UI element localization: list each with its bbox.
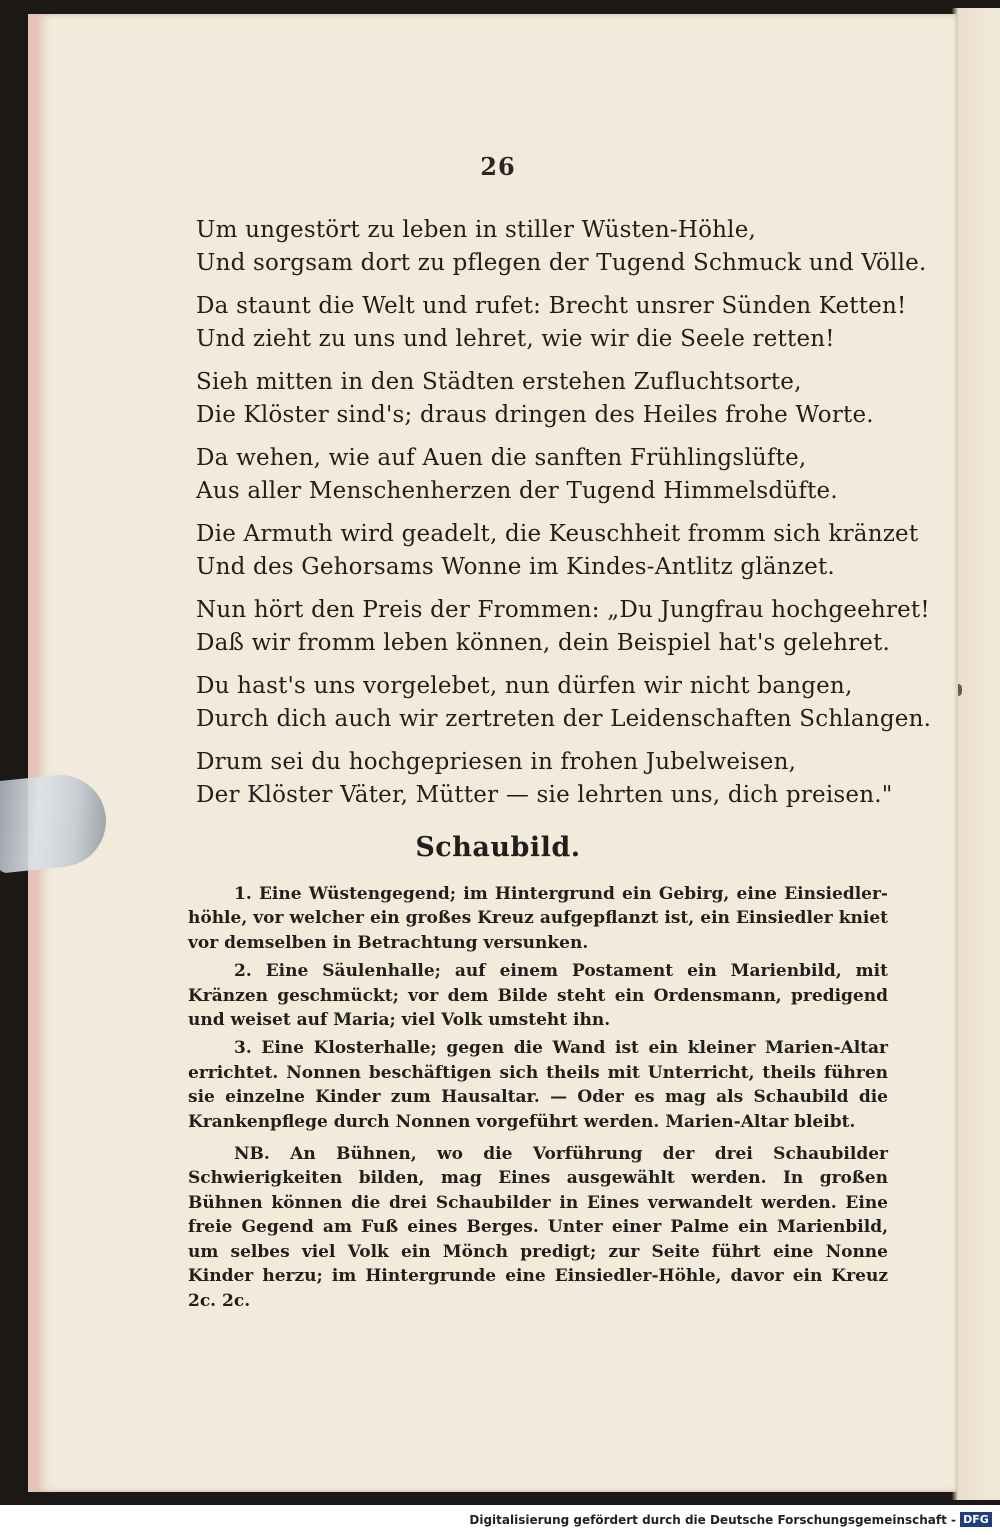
stanza — [196, 442, 896, 508]
book-page — [28, 14, 958, 1492]
stanza — [196, 290, 907, 356]
verse-line: Und des Gehorsams Wonne im Kindes-Antlitz glänzet. — [196, 554, 835, 580]
stage-directions — [188, 882, 888, 1317]
verse-line: Und zieht zu uns und lehret, wie wir die Seele retten! — [196, 326, 835, 352]
stanza — [196, 214, 927, 280]
verse-line: Der Klöster Väter, Mütter — sie lehrten uns, dich preisen." — [196, 782, 893, 808]
dfg-logo-icon: DFG — [960, 1512, 992, 1527]
stanza — [196, 594, 930, 660]
verse-line: Und sorgsam dort zu pflegen der Tugend Schmuck und Völle. — [196, 250, 927, 276]
verse-line: Die Armuth wird geadelt, die Keuschheit fromm sich kränzet — [196, 521, 919, 547]
verse-line: Sieh mitten in den Städten erstehen Zufluchtsorte, — [196, 369, 802, 395]
verse-line: Du hast's uns vorgelebet, nun dürfen wir nicht bangen, — [196, 673, 853, 699]
stanza — [196, 518, 919, 584]
verse-line: Aus aller Menschenherzen der Tugend Himmelsdüfte. — [196, 478, 838, 504]
stanza — [196, 366, 896, 432]
verse-line: Daß wir fromm leben können, dein Beispiel hat's gelehret. — [196, 630, 891, 656]
verse-line: Durch dich auch wir zertreten der Leidenschaften Schlangen. — [196, 706, 932, 732]
verse-line: Die Klöster sind's; draus dringen des Heiles frohe Worte. — [196, 402, 874, 428]
nb-note: NB. An Bühnen, wo die Vorführung der drei Schaubilder Schwierigkeiten bilden, mag Eines ausgewählt werden. In großen Bühnen können die drei Schaubilder in Eines verwandelt werden. Eine freie Gegend am Fuß eines Berges. Unter einer Palme ein Marienbild, um selbes viel Volk ein Mönch predigt; zur Seite führt eine Nonne Kinder herzu; im Hintergrunde eine Einsiedler-Höhle, davor ein Kreuz 2c. 2c. — [188, 1144, 888, 1311]
verse-line: Nun hört den Preis der Frommen: „Du Jungfrau hochgeehret! — [196, 597, 930, 623]
verse-line: Um ungestört zu leben in stiller Wüsten-Höhle, — [196, 217, 757, 243]
page-number: 26 — [480, 152, 516, 181]
scene-paragraph: 2. Eine Säulenhalle; auf einem Postament ein Marienbild, mit Kränzen geschmückt; vor dem Bilde steht ein Ordensmann, predigend und weiset auf Maria; viel Volk umsteht ihn. — [188, 961, 888, 1031]
poem — [196, 214, 932, 822]
scene-paragraph: 3. Eine Klosterhalle; gegen die Wand ist ein kleiner Marien-Altar errichtet. Nonnen beschäftigen sich theils mit Unterricht, theils führen sie einzelne Kinder zum Hausaltar. — Oder es mag als Schaubild die Krankenpflege durch Nonnen vorgeführt werden. Marien-Altar bleibt. — [188, 1038, 888, 1132]
verse-line: Da staunt die Welt und rufet: Brecht unsrer Sünden Ketten! — [196, 293, 907, 319]
footer-credit: Digitalisierung gefördert durch die Deutsche Forschungsgemeinschaft - — [469, 1513, 956, 1527]
facing-page-edge — [952, 8, 1000, 1500]
section-heading: Schaubild. — [415, 832, 581, 863]
verse-line: Drum sei du hochgepriesen in frohen Jubelweisen, — [196, 749, 797, 775]
scene-paragraph: 1. Eine Wüstengegend; im Hintergrund ein Gebirg, eine Einsiedler-höhle, vor welcher ein großes Kreuz aufgepflanzt ist, ein Einsiedler kniet vor demselben in Betrachtung versunken. — [188, 884, 888, 953]
verse-line: Da wehen, wie auf Auen die sanften Frühlingslüfte, — [196, 445, 807, 471]
stanza — [196, 670, 932, 736]
stanza — [196, 746, 896, 812]
